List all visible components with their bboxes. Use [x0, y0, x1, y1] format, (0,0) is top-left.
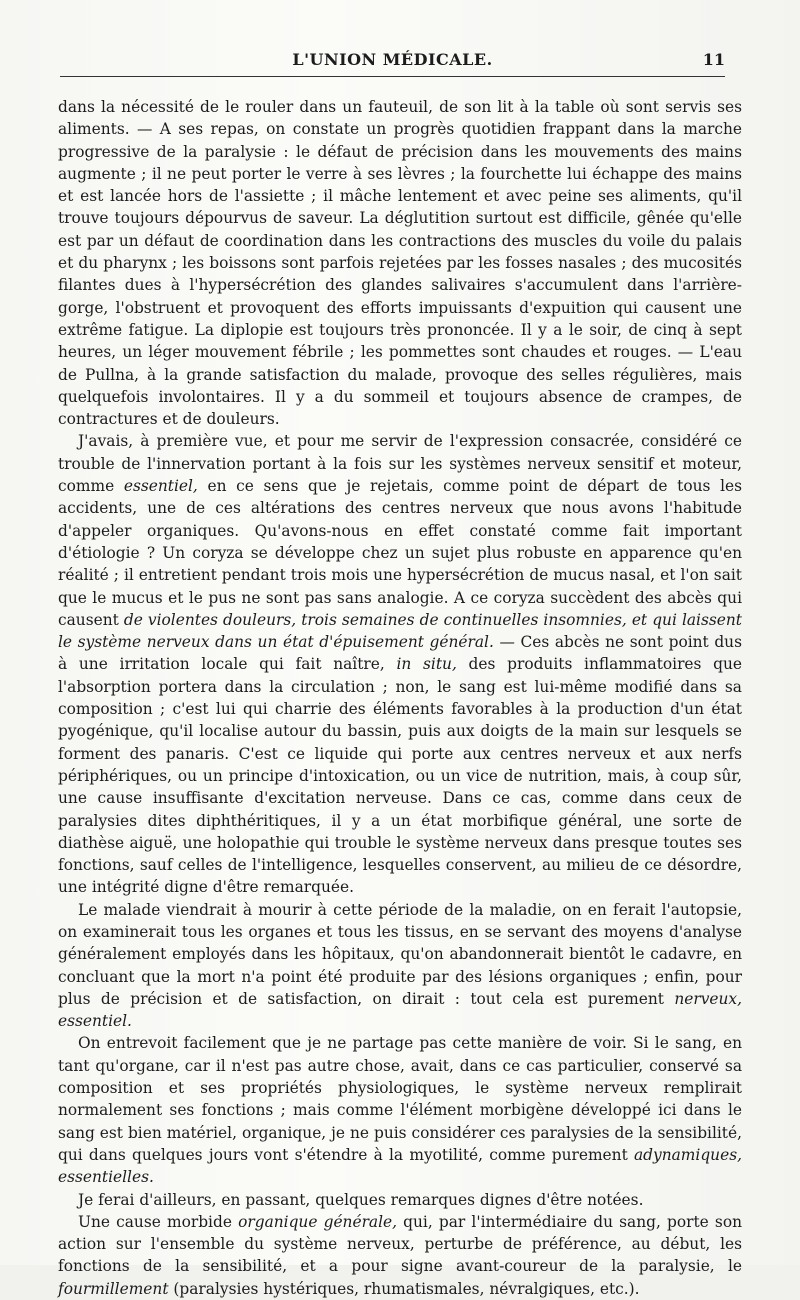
- italic-text: in situ,: [396, 655, 457, 674]
- italic-text: essentiel,: [123, 477, 198, 496]
- body-text: [58, 96, 742, 1300]
- page-number: 11: [702, 50, 725, 69]
- paragraph: [58, 430, 742, 898]
- text-run: On entrevoit facilement que je ne partage pas cette manière de voir. Si le sang, en tant qu'organe, car il n'est pas autre chose, avait, dans ce cas particulier, conservé sa composition et ses propriétés physiologiques, le système nerveux remplirait normalement ses fonctions ; mais comme l'élément morbigène développé ici dans le sang est bien matériel, organique, je ne puis considérer ces paralysies de la sensibilité, qui dans quelques jours vont s'étendre à la myotilité, comme purement: [58, 1034, 742, 1164]
- running-title: L'UNION MÉDICALE.: [292, 50, 493, 69]
- italic-text: adynamiques, essentielles.: [58, 1145, 742, 1187]
- paragraph: [58, 899, 742, 1033]
- text-run: (paralysies hystériques, rhumatismales, névralgiques, etc.).: [168, 1279, 640, 1298]
- italic-text: nerveux, essentiel.: [58, 989, 742, 1031]
- text-run: des produits inflammatoires que l'absorption portera dans la circulation ; non, le sang est lui-même modifié dans sa composition ; c'est lui qui charrie des éléments favorables à la production d'un état pyogénique, qu'il localise autour du bassin, puis aux doigts de la main sur lesquels se forment des panaris. C'est ce liquide qui porte aux centres nerveux et aux nerfs périphériques, ou un principe d'intoxication, ou un vice de nutrition, mais, à coup sûr, une cause insuffisante d'excitation nerveuse. Dans ce cas, comme dans ceux de paralysies dites diphthéritiques, il y a un état morbifique général, une sorte de diathèse aiguë, une holopathie qui trouble le système nerveux dans presque toutes ses fonctions, sauf celles de l'intelligence, lesquelles conservent, au milieu de ce désordre, une intégrité digne d'être remarquée.: [58, 655, 743, 897]
- text-run: Je ferai d'ailleurs, en passant, quelques remarques dignes d'être notées.: [78, 1190, 644, 1209]
- italic-text: de violentes douleurs, trois semaines de continuelles insomnies, et qui laissent le système nerveux dans un état d'épuisement général.: [58, 610, 742, 652]
- running-header: [60, 50, 725, 77]
- paragraph: [58, 1211, 742, 1300]
- italic-text: organique générale,: [238, 1212, 398, 1231]
- text-run: dans la nécessité de le rouler dans un fauteuil, de son lit à la table où sont servis ses aliments. — A ses repas, on constate un progrès quotidien frappant dans la marche progressive de la paralysie : le défaut de précision dans les mouvements des mains augmente ; il ne peut porter le verre à ses lèvres ; la fourchette lui échappe des mains et est lancée hors de l'assiette ; il mâche lentement et avec peine ses aliments, qu'il trouve toujours dépourvus de saveur. La déglutition surtout est difficile, gênée qu'elle est par un défaut de coordination dans les contractions des muscles du voile du palais et du pharynx ; les boissons sont parfois rejetées par les fosses nasales ; des mucosités filantes dues à l'hypersécrétion des glandes salivaires s'accumulent dans l'arrière-gorge, l'obstruent et provoquent des efforts impuissants d'expuition qui causent une extrême fatigue. La diplopie est toujours très prononcée. Il y a le soir, de cinq à sept heures, un léger mouvement fébrile ; les pommettes sont chaudes et rouges. — L'eau de Pullna, à la grande satisfaction du malade, provoque des selles régulières, mais quelquefois involontaires. Il y a du sommeil et toujours absence de crampes, de contractures et de douleurs.: [58, 98, 742, 429]
- paragraph: [58, 1032, 742, 1188]
- paragraph: [58, 96, 742, 430]
- paragraph: [58, 1189, 742, 1211]
- text-run: qui, par l'intermédiaire du sang, porte son action sur l'ensemble du système nerveux, perturbe de préférence, au début, les fonctions de la sensibilité, et a pour signe avant-coureur de la paralysie, le: [58, 1212, 742, 1276]
- text-run: J'avais, à première vue, et pour me servir de l'expression consacrée, considéré ce trouble de l'innervation portant à la fois sur les systèmes nerveux sensitif et moteur, comme: [58, 432, 742, 496]
- text-run: en ce sens que je rejetais, comme point de départ de tous les accidents, une de ces altérations des centres nerveux que nous avons l'habitude d'appeler organiques. Qu'avons-nous en effet constaté comme fait important d'étiologie ? Un coryza se développe chez un sujet plus robuste en apparence qu'en réalité ; il entretient pendant trois mois une hypersécrétion de mucus nasal, et l'on sait que le mucus et le pus ne sont pas sans analogie. A ce coryza succèdent des abcès qui causent: [58, 477, 743, 629]
- text-run: — Ces abcès ne sont point dus à une irritation locale qui fait naître,: [58, 633, 742, 674]
- text-run: Le malade viendrait à mourir à cette période de la maladie, on en ferait l'autopsie, on examinerait tous les organes et tous les tissus, en se servant des moyens d'analyse généralement employés dans les hôpitaux, qu'on abandonnerait bientôt le cadavre, en concluant que la mort n'a point été produite par des lésions organiques ; enfin, pour plus de précision et de satisfaction, on dirait : tout cela est purement: [58, 900, 742, 1008]
- text-run: Une cause morbide: [78, 1212, 239, 1231]
- italic-text: fourmillement: [58, 1279, 169, 1298]
